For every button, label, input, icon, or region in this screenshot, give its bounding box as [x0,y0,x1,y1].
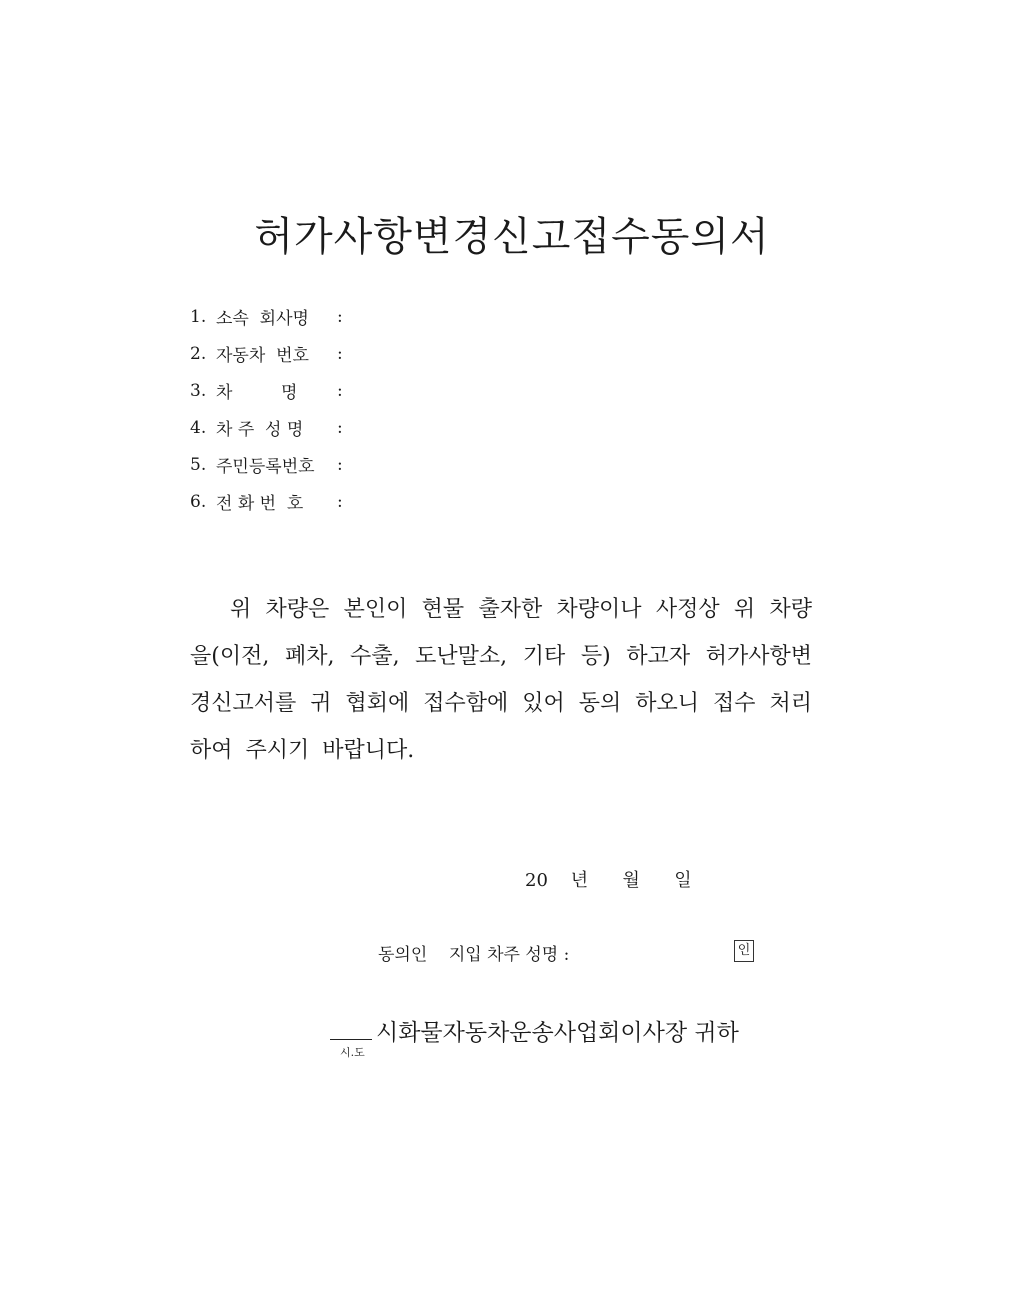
field-owner-name [190,409,343,446]
field-colon: : [337,454,343,475]
field-label: 소속 회사명 [216,309,309,329]
field-number: 5. [190,454,207,475]
field-label: 자동차 번호 [216,346,309,366]
field-label: 전 화 번 호 [216,494,304,514]
field-number: 1. [190,306,207,327]
addressee-text: 시화물자동차운송사업회이사장 귀하 [376,1020,739,1046]
field-colon: : [337,491,343,512]
field-resident-number [190,446,343,483]
field-company [190,298,343,335]
field-label: 차 주 성 명 [216,420,304,440]
field-colon: : [337,380,343,401]
region-blank-caption: 시.도 [340,1046,365,1059]
field-number: 2. [190,343,207,364]
field-number: 6. [190,491,207,512]
field-label: 주민등록번호 [216,457,315,477]
seal-mark: 인 [734,940,754,962]
field-label: 차 명 [216,383,298,403]
document-title: 허가사항변경신고접수동의서 [254,213,770,260]
addressee-block [330,1014,830,1074]
consent-statement: 위 차량은 본인이 현물 출자한 차량이나 사정상 위 차량을(이전, 폐차, 수출, 도난말소, 기타 등) 하고자 허가사항변경신고서를 귀 협회에 접수함에 있어 동의 하오니 접수 처리하여 주시기 바랍니다. [190,597,812,763]
consent-signature-label: 동의인 지입 차주 성명 : [378,945,570,965]
field-list [190,298,343,520]
field-colon: : [337,343,343,364]
field-vehicle-name [190,372,343,409]
field-phone [190,483,343,520]
region-blank-line [330,1039,372,1040]
field-colon: : [337,417,343,438]
field-number: 4. [190,417,207,438]
field-number: 3. [190,380,207,401]
date-line: 20 년 월 일 [525,870,692,891]
field-colon: : [337,306,343,327]
field-vehicle-number [190,335,343,372]
